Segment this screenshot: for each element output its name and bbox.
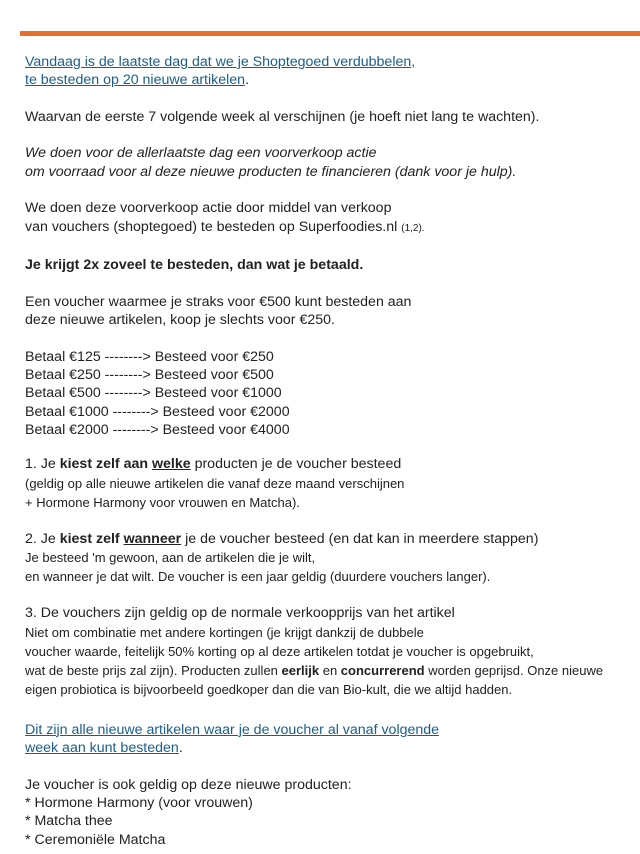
point-3-title: 3. De vouchers zijn geldig op de normale verkoopprijs van het artikel — [25, 605, 455, 622]
tier-item: Betaal €250 --------> Besteed voor €500 — [25, 367, 274, 384]
point-3-sub2: voucher waarde, feitelijk 50% korting op al deze artikelen totdat je voucher is opgebruikt, — [25, 643, 534, 659]
point-2-num: 2. Je — [25, 530, 60, 547]
vouchers-paragraph — [25, 199, 625, 238]
point-3-bold-competitive: concurrerend — [340, 662, 425, 678]
point-2-sub2: en wanneer je dat wilt. De voucher is een jaar geldig (duurdere vouchers langer). — [25, 569, 491, 585]
tier-list — [25, 348, 625, 439]
example-paragraph — [25, 293, 625, 330]
new-articles-link[interactable] — [25, 722, 439, 756]
tier-item: Betaal €1000 --------> Besteed voor €2000 — [25, 403, 290, 420]
intro-link[interactable] — [25, 54, 415, 88]
point-2-sub1: Je besteed 'm gewoon, aan de artikelen die je wilt, — [25, 550, 316, 566]
outro-link-line1: Dit zijn alle nieuwe artikelen waar je de voucher al vanaf volgende — [25, 721, 440, 738]
point-2-title — [25, 530, 625, 548]
presale-line2: om voorraad voor al deze nieuwe producten te financieren (dank voor je hulp). — [25, 163, 517, 180]
point-2-detail — [25, 548, 625, 586]
point-3-bold-fair: eerlijk — [281, 662, 320, 678]
presale-line1: We doen voor de allerlaatste dag een voorverkoop actie — [25, 145, 377, 162]
point-1-rest: producten je de voucher besteed — [190, 456, 402, 473]
point-1-detail — [25, 474, 625, 512]
tier-item: Betaal €125 --------> Besteed voor €250 — [25, 348, 274, 365]
intro-link-line2: te besteden op 20 nieuwe artikelen — [25, 72, 246, 89]
point-2-bold: kiest zelf — [59, 530, 124, 547]
point-2-bold-underlined: wanneer — [123, 530, 182, 547]
vouchers-line1: We doen deze voorverkoop actie door middel van verkoop — [25, 200, 392, 217]
point-1-num: 1. Je — [25, 456, 60, 473]
point-3-detail — [25, 623, 625, 699]
point-1-sub1: (geldig op alle nieuwe artikelen die vanaf deze maand verschijnen — [25, 475, 405, 491]
point-1-bold: kiest zelf aan — [59, 456, 152, 473]
point-2-rest: je de voucher besteed (en dat kan in meerdere stappen) — [181, 530, 539, 547]
product-item: * Hormone Harmony (voor vrouwen) — [25, 794, 253, 811]
tier-item: Betaal €2000 --------> Besteed voor €4000 — [25, 421, 290, 438]
tier-item: Betaal €500 --------> Besteed voor €1000 — [25, 385, 282, 402]
first7-paragraph: Waarvan de eerste 7 volgende week al verschijnen (je hoeft niet lang te wachten). — [25, 108, 540, 125]
outro-paragraph — [25, 721, 625, 758]
also-valid-heading: Je voucher is ook geldig op deze nieuwe producten: — [25, 776, 352, 793]
intro-link-line1: Vandaag is de laatste dag dat we je Shoptegoed verdubbelen, — [25, 54, 416, 70]
email-body — [25, 53, 625, 849]
point-3-sub3c: worden geprijsd. Onze nieuwe — [424, 662, 604, 678]
point-3-sub4: eigen probiotica is bijvoorbeeld goedkoper dan die van Bio-kult, die we altijd hadden. — [25, 681, 513, 697]
product-item: * Matcha thee — [25, 813, 113, 830]
example-line1: Een voucher waarmee je straks voor €500 kunt besteden aan — [25, 293, 412, 310]
vouchers-footnote: (1,2). — [401, 222, 425, 234]
point-1-title — [25, 455, 625, 473]
intro-paragraph — [25, 53, 625, 90]
header-accent-bar — [20, 31, 640, 36]
also-valid-section — [25, 776, 625, 849]
point-3 — [25, 604, 625, 698]
outro-link-line2: week aan kunt besteden — [25, 740, 179, 757]
point-3-sub1: Niet om combinatie met andere kortingen (je krijgt dankzij de dubbele — [25, 624, 424, 640]
point-3-sub3-mid: en — [319, 662, 341, 678]
outro-link-trail: . — [178, 740, 183, 757]
point-1-bold-underlined: welke — [151, 456, 191, 473]
intro-link-trail: . — [245, 72, 250, 89]
point-2 — [25, 530, 625, 586]
example-line2: deze nieuwe artikelen, koop je slechts voor €250. — [25, 312, 335, 329]
vouchers-line2: van vouchers (shoptegoed) te besteden op Superfoodies.nl — [25, 218, 398, 235]
point-1 — [25, 455, 625, 511]
double-value-heading: Je krijgt 2x zoveel te besteden, dan wat je betaald. — [25, 257, 364, 274]
point-1-sub2: + Hormone Harmony voor vrouwen en Matcha). — [25, 494, 300, 510]
presale-paragraph — [25, 144, 625, 181]
point-3-sub3a: wat de beste prijs zal zijn). Producten zullen — [25, 662, 282, 678]
product-item: * Ceremoniële Matcha — [25, 831, 166, 848]
